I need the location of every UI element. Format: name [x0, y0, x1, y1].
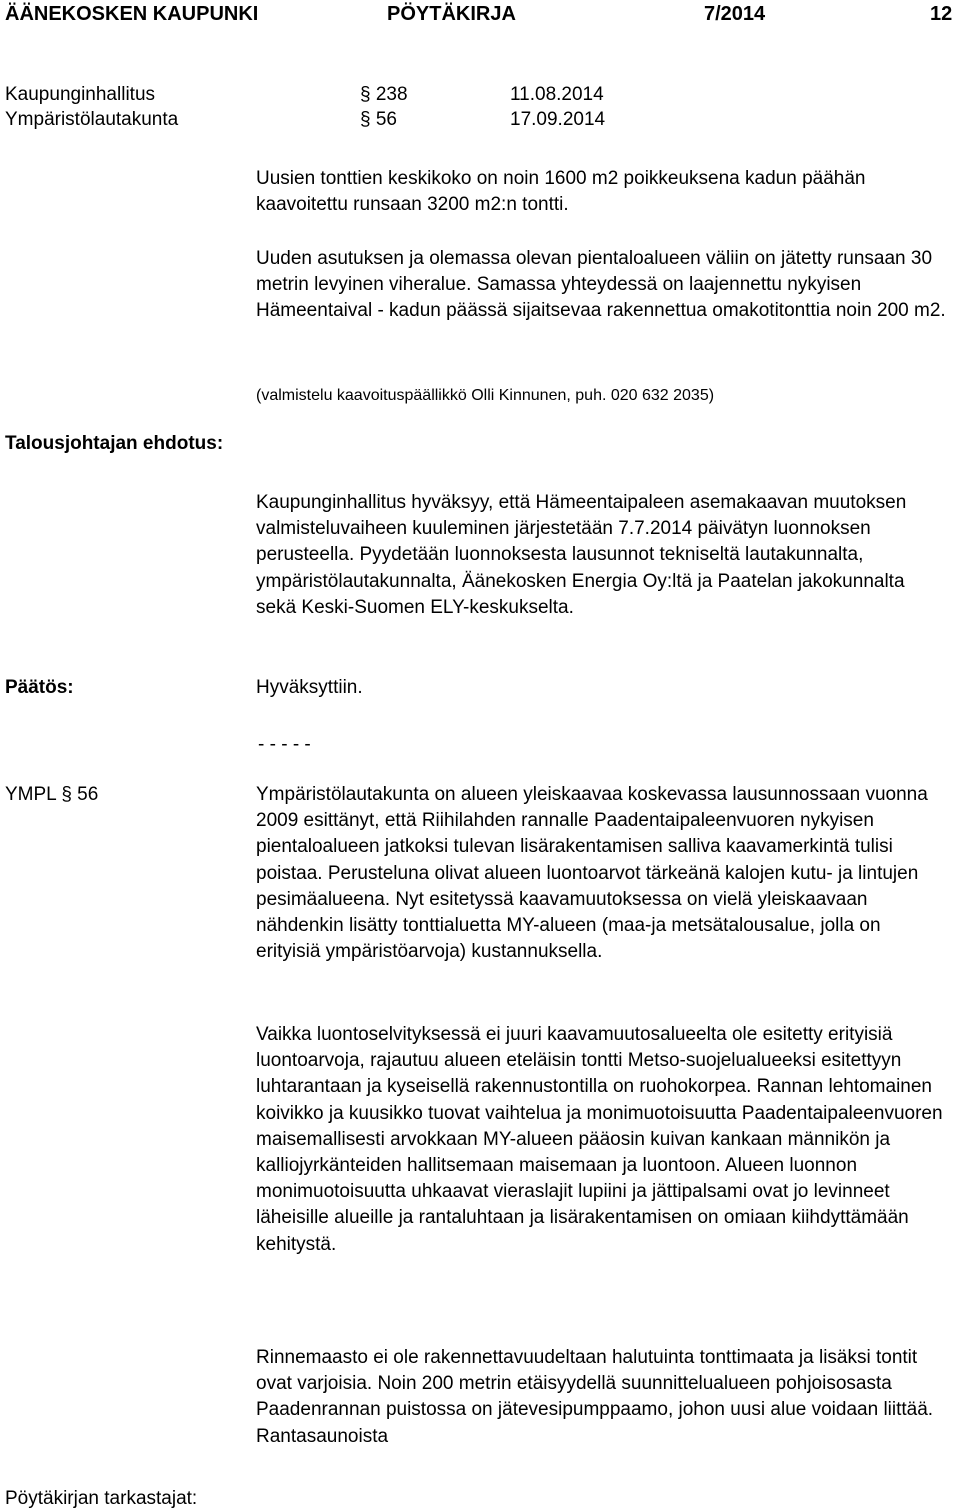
- issue-number: 7/2014: [704, 3, 766, 25]
- meeting-body-1: Kaupunginhallitus: [5, 84, 156, 105]
- paragraph-text: Rinnemaasto ei ole rakennettavuudeltaan halutuinta tonttimaata ja lisäksi tontit ovat varjoisia. Noin 200 metrin etäisyydellä suunnittelualueen pohjoisosasta Paadenrannan puistossa on jätevesipumppaamo, johon uusi alue voidaan liittää. Rantasaunoista: [256, 1347, 934, 1447]
- page-number: 12: [930, 3, 953, 25]
- paragraph-text: Uusien tonttien keskikoko on noin 1600 m2 poikkeuksena kadun päähän kaavoitettu runsaan 3200 m2:n tontti.: [256, 168, 866, 216]
- paragraph-plot-size: [256, 166, 946, 218]
- preparer-note: (valmistelu kaavoituspäällikkö Olli Kinnunen, puh. 020 632 2035): [256, 387, 715, 404]
- paragraph-proposal: [256, 490, 946, 621]
- meeting-section-2: § 56: [360, 109, 397, 130]
- decision-label: Päätös:: [5, 677, 74, 698]
- meeting-section-1: § 238: [360, 84, 408, 105]
- meeting-body-2: Ympäristölautakunta: [5, 109, 179, 130]
- meeting-date-2: 17.09.2014: [510, 109, 606, 130]
- minutes-checkers-label: Pöytäkirjan tarkastajat:: [5, 1488, 198, 1509]
- meeting-date-1: 11.08.2014: [510, 84, 604, 105]
- paragraph-green-area: [256, 246, 946, 325]
- decision-text: Hyväksyttiin.: [256, 677, 363, 698]
- ympl-section-label: YMPL § 56: [5, 784, 99, 805]
- paragraph-nature-values: [256, 1022, 946, 1258]
- municipality-name: ÄÄNEKOSKEN KAUPUNKI: [5, 3, 259, 25]
- paragraph-terrain: [256, 1345, 946, 1450]
- paragraph-text: Uuden asutuksen ja olemassa olevan pientaloalueen väliin on jätetty runsaan 30 metrin levyinen viheralue. Samassa yhteydessä on laajennettu nykyisen Hämeentaival - kadun päässä sijaitsevaa rakennettua omakotitonttia noin 200 m2.: [256, 248, 946, 322]
- paragraph-text: Vaikka luontoselvityksessä ei juuri kaavamuutosalueelta ole esitetty erityisiä luontoarvoja, rajautuu alueen eteläisin tontti Metso-suojelualueeksi esitettyyn luhtarantaan ja kyseisellä rakennustontilla on ruohokorpea. Rannan lehtomainen koivikko ja kuusikko tuovat vaihtelua ja monimuotoisuutta Paadentaipaleenvuoren maisemallisesti arvokkaan MY-alueen pääosin kuivan kankaan männikön ja kalliojyrkänteiden hallitsemaan maisemaan ja luontoon. Alueen luonnon monimuotoisuutta uhkaavat vieraslajit lupiini ja jättipalsami ovat jo levinneet läheisille alueille ja rantaluhtaan ja lisärakentamisen on omiaan kiihdyttämään kehitystä.: [256, 1024, 943, 1255]
- section-separator: - - - - -: [258, 734, 311, 755]
- document-type: PÖYTÄKIRJA: [387, 3, 516, 25]
- paragraph-text: Ympäristölautakunta on alueen yleiskaavaa koskevassa lausunnossaan vuonna 2009 esittänyt, että Riihilahden rannalle Paadentaipaleenvuoren nykyisen pientaloalueen jatkoksi tulevan lisärakentamisen salliva kaavamerkintä tulisi poistaa. Perusteluna olivat alueen luontoarvot tärkeänä kalojen kutu- ja lintujen pesimäalueena. Nyt esitetyssä kaavamuutoksessa on vielä yleiskaavaan nähdenkin lisätty tonttialuetta MY-alueen (maa-ja metsätalousalue, jolla on erityisiä ympäristöarvoja) kustannuksella.: [256, 784, 928, 963]
- proposal-label: Talousjohtajan ehdotus:: [5, 433, 224, 454]
- paragraph-text: Kaupunginhallitus hyväksyy, että Hämeentaipaleen asemakaavan muutoksen valmisteluvaiheen kuuleminen järjestetään 7.7.2014 päivätyn luonnoksen perusteella. Pyydetään luonnoksesta lausunnot tekniseltä lautakunnalta, ympäristölautakunnalta, Äänekosken Energia Oy:ltä ja Paatelan jakokunnalta sekä Keski-Suomen ELY-keskukselta.: [256, 492, 907, 618]
- paragraph-environment-board: [256, 782, 946, 965]
